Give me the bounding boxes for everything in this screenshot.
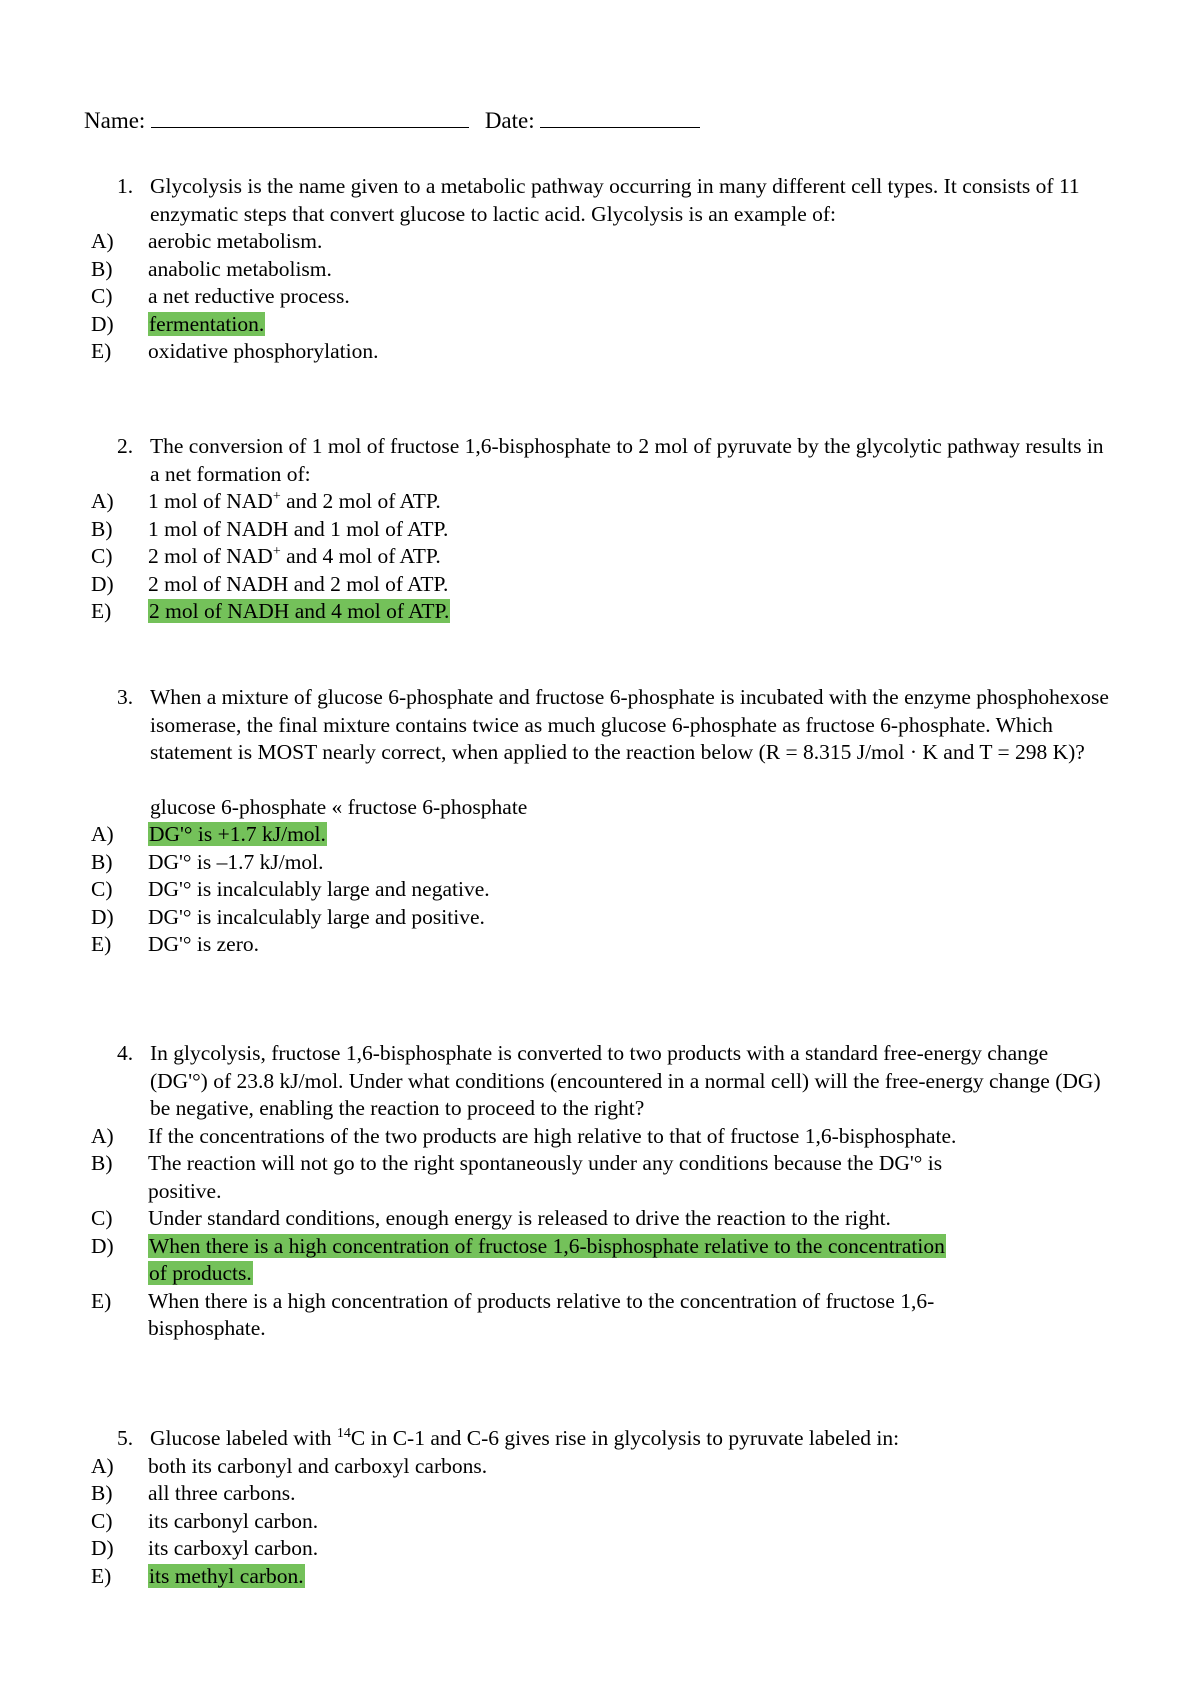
option-letter: D) <box>91 1536 114 1560</box>
option-c <box>0 283 958 311</box>
answer-options <box>0 1123 1200 1343</box>
option-b <box>0 1480 958 1508</box>
option-letter: D) <box>91 571 114 596</box>
option-letter: B) <box>91 516 113 541</box>
answer-options <box>0 1453 1200 1591</box>
option-text: 2 mol of NAD+ and 4 mol of ATP. <box>148 543 441 568</box>
option-letter: C) <box>91 877 113 901</box>
date-blank-line[interactable] <box>540 105 700 128</box>
answer-options <box>0 228 1200 366</box>
option-letter: E) <box>91 1288 112 1313</box>
name-label: Name: <box>84 108 146 133</box>
option-letter: E) <box>91 339 112 363</box>
question-stem <box>0 684 1110 767</box>
option-text: DG'° is incalculably large and negative. <box>148 877 490 901</box>
option-letter: C) <box>91 284 113 308</box>
question-text: When a mixture of glucose 6-phosphate and fructose 6-phosphate is incubated with the enzyme phosphohexose isomerase, the final mixture contains twice as much glucose 6-phosphate as fructose 6-phosphate. Which statement is MOST nearly correct, when applied to the reaction below (R = 8.315 J/mol · K and T = 298 K)? <box>150 685 1109 764</box>
question-stem <box>0 1425 1110 1453</box>
option-text: When there is a high concentration of products relative to the concentration of fructose 1,6-bisphosphate. <box>148 1288 935 1340</box>
superscript: + <box>272 488 281 504</box>
option-letter: B) <box>91 256 113 281</box>
option-letter: E) <box>91 599 112 623</box>
option-text: its carboxyl carbon. <box>148 1536 319 1560</box>
option-letter: D) <box>91 904 114 929</box>
option-letter: E) <box>91 1563 112 1588</box>
date-label: Date: <box>484 108 535 133</box>
option-c <box>0 1205 958 1233</box>
option-b <box>0 256 958 284</box>
highlighted-answer: fermentation. <box>149 311 265 336</box>
option-letter: A) <box>91 1123 114 1148</box>
option-a <box>0 228 958 256</box>
question-1 <box>0 173 1200 366</box>
option-a <box>0 1123 958 1151</box>
option-d <box>0 1233 958 1288</box>
option-d <box>0 1535 958 1563</box>
header <box>84 105 700 135</box>
question-number: 1. <box>117 174 134 198</box>
option-a <box>0 1453 958 1481</box>
option-b <box>0 516 958 544</box>
option-a <box>0 488 958 516</box>
option-c <box>0 1508 958 1536</box>
option-text: If the concentrations of the two products are high relative to that of fructose 1,6-bisphosphate. <box>148 1123 957 1148</box>
question-number: 5. <box>117 1426 134 1450</box>
superscript: + <box>272 543 281 559</box>
option-c <box>0 543 958 571</box>
superscript: 14 <box>336 1425 351 1441</box>
option-text: The reaction will not go to the right spontaneously under any conditions because the DG'° is positive. <box>148 1151 943 1203</box>
reaction-equation: glucose 6-phosphate « fructose 6-phosphate <box>150 794 528 819</box>
question-text: In glycolysis, fructose 1,6-bisphosphate is converted to two products with a standard free-energy change (DG'°) of 23.8 kJ/mol. Under what conditions (encountered in a normal cell) will the free-energy change (DG) be negative, enabling the reaction to proceed to the right? <box>150 1041 1101 1120</box>
option-d <box>0 311 958 339</box>
option-text: DG'° is incalculably large and positive. <box>148 904 485 929</box>
question-3 <box>0 684 1200 959</box>
option-letter: A) <box>91 489 114 513</box>
question-5 <box>0 1425 1200 1590</box>
option-letter: C) <box>91 1206 113 1230</box>
option-b <box>0 1150 958 1205</box>
option-letter: A) <box>91 1453 114 1478</box>
question-number: 2. <box>117 434 134 458</box>
question-stem <box>0 433 1110 488</box>
question-text: Glycolysis is the name given to a metabolic pathway occurring in many different cell types. It consists of 11 enzymatic steps that convert glucose to lactic acid. Glycolysis is an example of: <box>150 174 1080 226</box>
question-stem <box>0 173 1110 228</box>
option-text: aerobic metabolism. <box>148 229 323 253</box>
highlighted-answer: DG'° is +1.7 kJ/mol. <box>149 822 326 846</box>
option-letter: A) <box>91 822 114 846</box>
option-c <box>0 876 958 904</box>
option-letter: C) <box>91 544 113 568</box>
option-text: a net reductive process. <box>148 284 350 308</box>
question-4 <box>0 1040 1200 1343</box>
question-text: Glucose labeled with $^{14}$C in C-1 and C-6 gives rise in glycolysis to pyruvate labeled in: <box>150 1425 900 1450</box>
option-e <box>0 931 958 959</box>
option-d <box>0 904 958 932</box>
option-text: 2 mol of NADH and 2 mol of ATP. <box>148 571 449 596</box>
question-text: The conversion of 1 mol of fructose 1,6-bisphosphate to 2 mol of pyruvate by the glycolytic pathway results in a net formation of: <box>150 434 1104 486</box>
option-e <box>0 1288 958 1343</box>
answer-options <box>0 488 1200 626</box>
option-text: 1 mol of NAD+ and 2 mol of ATP. <box>148 488 441 513</box>
option-letter: D) <box>91 311 114 336</box>
option-e <box>0 598 958 626</box>
option-letter: C) <box>91 1508 113 1533</box>
option-letter: D) <box>91 1233 114 1258</box>
name-blank-line[interactable] <box>151 105 469 128</box>
question-2 <box>0 433 1200 626</box>
option-text: 1 mol of NADH and 1 mol of ATP. <box>148 516 449 541</box>
highlighted-answer: 2 mol of NADH and 4 mol of ATP. <box>149 599 450 623</box>
option-text: Under standard conditions, enough energy is released to drive the reaction to the right. <box>148 1206 891 1230</box>
question-number: 4. <box>117 1041 134 1065</box>
option-e <box>0 338 958 366</box>
option-letter: B) <box>91 1151 113 1175</box>
option-a <box>0 821 958 849</box>
highlighted-answer: When there is a high concentration of fructose 1,6-bisphosphate relative to the concentration of products. <box>149 1233 945 1285</box>
option-text: its carbonyl carbon. <box>148 1508 319 1533</box>
question-stem <box>0 1040 1110 1123</box>
answer-options <box>0 821 1200 959</box>
option-text: DG'° is –1.7 kJ/mol. <box>148 849 324 874</box>
option-b <box>0 849 958 877</box>
option-e <box>0 1563 958 1591</box>
option-text: DG'° is zero. <box>148 932 259 956</box>
option-text: both its carbonyl and carboxyl carbons. <box>148 1453 488 1478</box>
option-text: anabolic metabolism. <box>148 256 332 281</box>
option-letter: A) <box>91 229 114 253</box>
option-text: all three carbons. <box>148 1481 296 1505</box>
option-text: oxidative phosphorylation. <box>148 339 379 363</box>
highlighted-answer: its methyl carbon. <box>149 1563 304 1588</box>
option-letter: B) <box>91 849 113 874</box>
option-d <box>0 571 958 599</box>
question-number: 3. <box>117 685 134 709</box>
option-letter: E) <box>91 932 112 956</box>
option-letter: B) <box>91 1481 113 1505</box>
